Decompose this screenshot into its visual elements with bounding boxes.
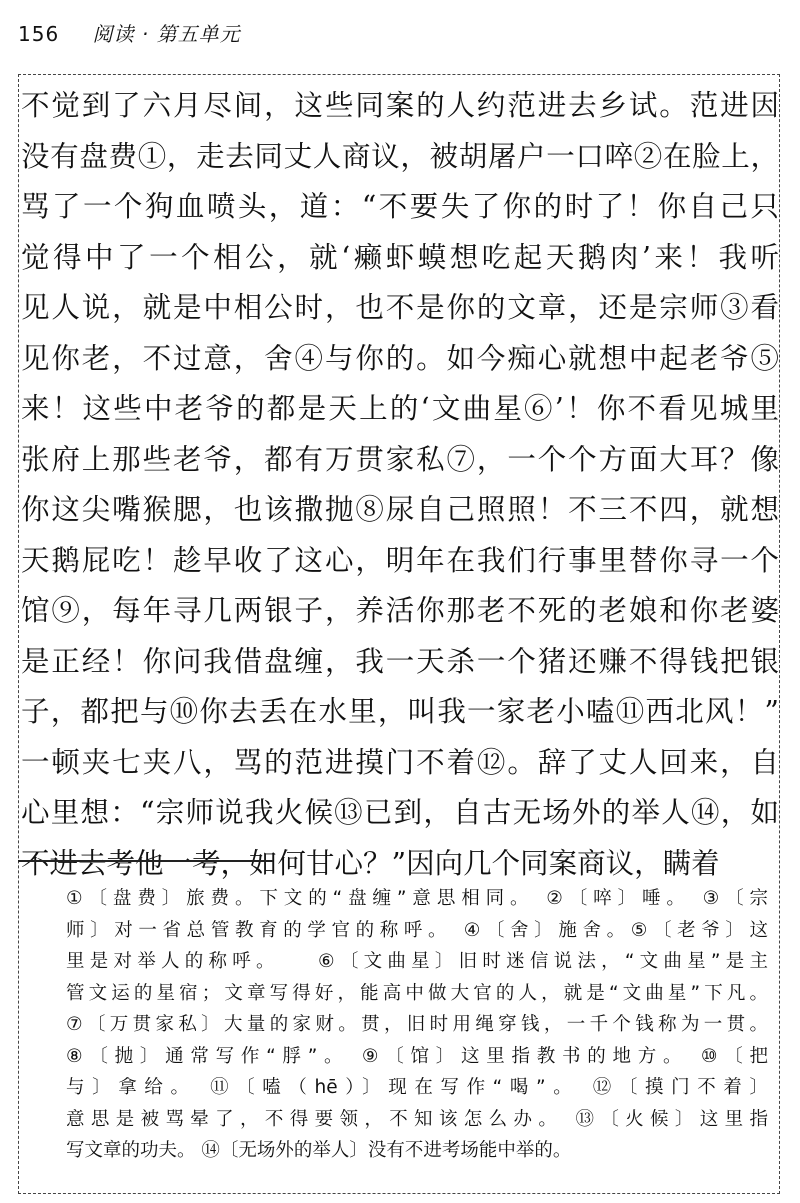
footnote-line: ①〔盘费〕旅费。下文的“盘缠”意思相同。 ②〔啐〕唾。 ③〔宗 bbox=[66, 888, 768, 909]
body-line: 一顿夹七夹八，骂的范进摸门不着⑫。辞了丈人回来，自 bbox=[21, 745, 779, 779]
footnote-line: 写文章的功夫。 ⑭〔无场外的举人〕没有不进考场能中举的。 bbox=[66, 1140, 572, 1161]
body-line: 你这尖嘴猴腮，也该撒抛⑧尿自己照照！不三不四，就想 bbox=[21, 493, 779, 526]
body-line: 心里想：“宗师说我火候⑬已到，自古无场外的举人⑭，如 bbox=[21, 796, 779, 829]
page-number: 156 bbox=[18, 22, 60, 46]
body-line: 是正经！你问我借盘缠，我一天杀一个猪还赚不得钱把银 bbox=[21, 644, 779, 678]
footnote-line: 师〕对一省总管教育的学官的称呼。 ④〔舍〕施舍。⑤〔老爷〕这 bbox=[66, 919, 768, 941]
footnote-line: 里是对举人的称呼。 ⑥〔文曲星〕旧时迷信说法，“文曲星”是主 bbox=[66, 951, 768, 972]
footnote-line: ⑦〔万贯家私〕大量的家财。贯，旧时用绳穿钱，一千个钱称为一贯。 bbox=[66, 1014, 768, 1035]
page-header bbox=[18, 18, 241, 47]
body-line: 觉得中了一个相公，就‘癞虾蟆想吃起天鹅肉’来！我听 bbox=[21, 240, 779, 274]
body-line: 来！这些中老爷的都是天上的‘文曲星⑥’！你不看见城里 bbox=[21, 392, 779, 425]
body-line: 骂了一个狗血喷头，道：“不要失了你的时了！你自己只 bbox=[21, 190, 779, 223]
body-line: 没有盘费①，走去同丈人商议，被胡屠户一口啐②在脸上， bbox=[21, 139, 779, 173]
footnote-divider bbox=[18, 860, 273, 862]
footnote-line: ⑧〔抛〕通常写作“脬”。 ⑨〔馆〕这里指教书的地方。 ⑩〔把 bbox=[66, 1045, 768, 1067]
footnote-line: 意思是被骂晕了，不得要领，不知该怎么办。 ⑬〔火候〕这里指 bbox=[66, 1108, 768, 1130]
body-line: 不觉到了六月尽间，这些同案的人约范进去乡试。范进因 bbox=[21, 89, 779, 122]
body-line: 不进去考他一考，如何甘心？”因向几个同案商议，瞒着 bbox=[21, 846, 720, 880]
footnote-line: 与〕拿给。 ⑪〔嗑（hē）〕现在写作“喝”。 ⑫〔摸门不着〕 bbox=[66, 1077, 768, 1098]
body-text bbox=[21, 81, 779, 889]
body-line: 张府上那些老爷，都有万贯家私⑦，一个个方面大耳？像 bbox=[21, 442, 779, 476]
body-line: 见人说，就是中相公时，也不是你的文章，还是宗师③看 bbox=[21, 291, 779, 324]
body-line: 见你老，不过意，舍④与你的。如今痴心就想中起老爷⑤ bbox=[21, 341, 779, 375]
body-line: 天鹅屁吃！趁早收了这心，明年在我们行事里替你寻一个 bbox=[21, 543, 779, 577]
footnote-line: 管文运的星宿；文章写得好，能高中做大官的人，就是“文曲星”下凡。 bbox=[66, 982, 768, 1004]
body-line: 子，都把与⑩你去丢在水里，叫我一家老小嗑⑪西北风！” bbox=[21, 695, 779, 728]
footnotes bbox=[66, 883, 768, 1167]
section-title: 阅读 · 第五单元 bbox=[92, 22, 241, 46]
body-line: 馆⑨，每年寻几两银子，养活你那老不死的老娘和你老婆 bbox=[21, 594, 779, 627]
